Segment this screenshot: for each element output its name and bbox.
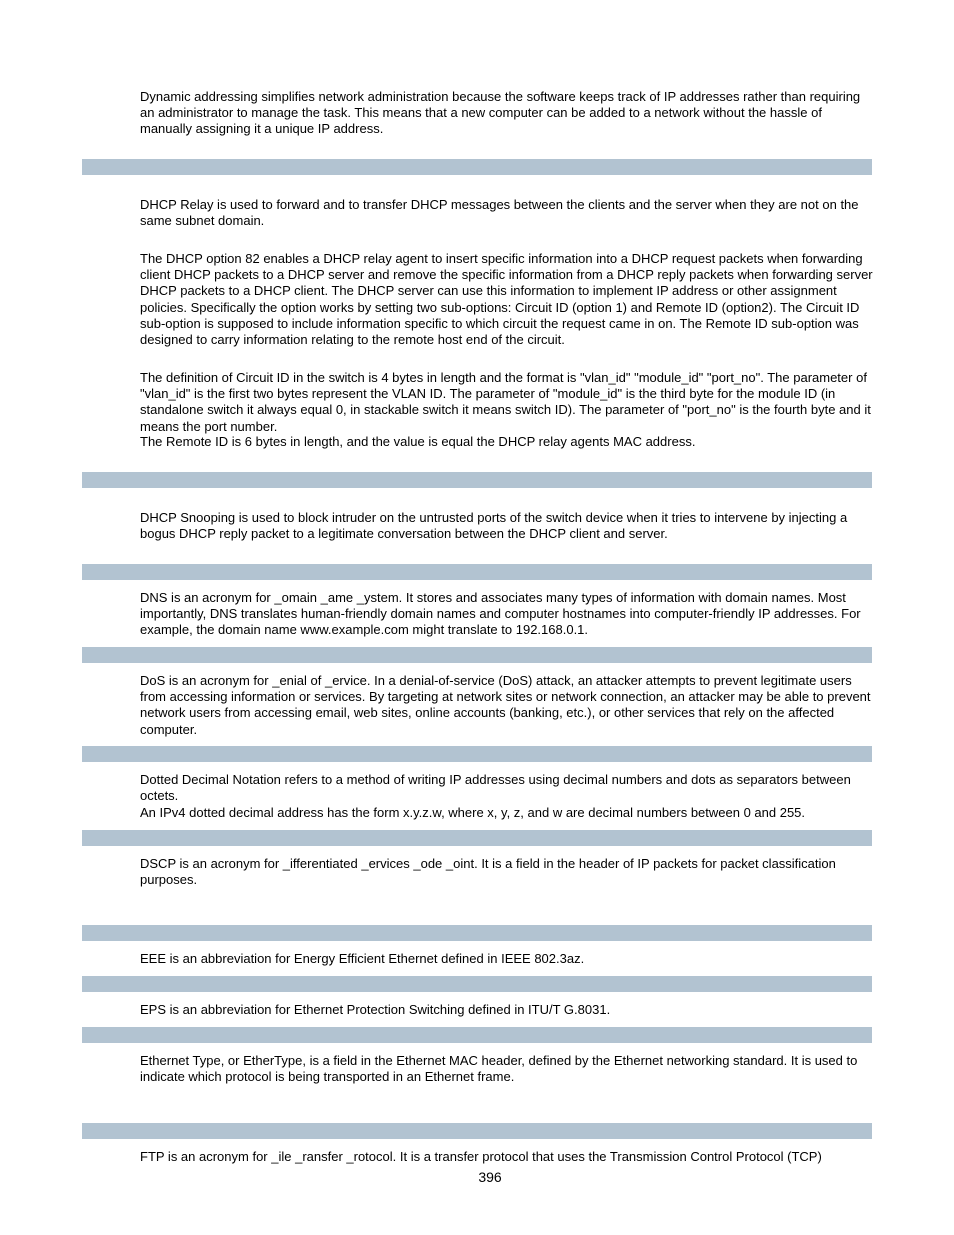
- section-bar-dns: [82, 564, 872, 580]
- section-bar-dhcp-relay: [82, 159, 872, 175]
- paragraph-dos: DoS is an acronym for _enial of _ervice. In a denial-of-service (DoS) attack, an attacker attempts to prevent legitimate users from accessing information or services. By targeting at network sites or network connection, an attacker may be able to prevent network users from accessing email, web sites, online accounts (banking, etc.), or other services that rely on the affected computer.: [140, 673, 871, 737]
- section-bar-dotted-decimal: [82, 746, 872, 762]
- paragraph-dhcp-snooping: DHCP Snooping is used to block intruder on the untrusted ports of the switch device when it tries to intervene by injecting a bogus DHCP reply packet to a legitimate conversation between the DHCP client and server.: [140, 510, 848, 542]
- paragraph-eps: EPS is an abbreviation for Ethernet Protection Switching defined in ITU/T G.8031.: [140, 1002, 611, 1017]
- paragraph-dhcp-relay-3b: The Remote ID is 6 bytes in length, and the value is equal the DHCP relay agents MAC address.: [140, 434, 696, 449]
- section-bar-ethertype: [82, 1027, 872, 1043]
- section-bar-dhcp-snooping: [82, 472, 872, 488]
- section-bar-dos: [82, 647, 872, 663]
- paragraph-eee: EEE is an abbreviation for Energy Efficient Ethernet defined in IEEE 802.3az.: [140, 951, 585, 966]
- paragraph-dns: DNS is an acronym for _omain _ame _ystem. It stores and associates many types of information with domain names. Most importantly, DNS translates human-friendly domain names and computer hostnames into computer-friendly IP addresses. For example, the domain name www.example.com might translate to 192.168.0.1.: [140, 590, 861, 638]
- paragraph-dhcp-relay-1: DHCP Relay is used to forward and to transfer DHCP messages between the clients and the server when they are not on the same subnet domain.: [140, 197, 859, 229]
- section-bar-eps: [82, 976, 872, 992]
- paragraph-dotted-decimal-1: Dotted Decimal Notation refers to a method of writing IP addresses using decimal numbers and dots as separators between octets.: [140, 772, 851, 804]
- paragraph-dotted-decimal-2: An IPv4 dotted decimal address has the form x.y.z.w, where x, y, z, and w are decimal numbers between 0 and 255.: [140, 805, 806, 820]
- paragraph-ethertype: Ethernet Type, or EtherType, is a field in the Ethernet MAC header, defined by the Ethernet networking standard. It is used to indicate which protocol is being transported in an Ethernet frame.: [140, 1053, 858, 1085]
- section-bar-ftp: [82, 1123, 872, 1139]
- paragraph-dhcp-relay-3a: The definition of Circuit ID in the switch is 4 bytes in length and the format is "vlan_id" "module_id" "port_no". The parameter of "vlan_id" is the first two bytes represent the VLAN ID. The parameter of "module_id" is the third byte for the module ID (in standalone switch it always equal 0, in stackable switch it means switch ID). The parameter of "port_no" is the fourth byte and it means the port number.: [140, 370, 871, 434]
- paragraph-ftp: FTP is an acronym for _ile _ransfer _rotocol. It is a transfer protocol that uses the Transmission Control Protocol (TCP): [140, 1149, 822, 1164]
- section-bar-dscp: [82, 830, 872, 846]
- paragraph-dynamic-addressing: Dynamic addressing simplifies network administration because the software keeps track of IP addresses rather than requiring an administrator to manage the task. This means that a new computer can be added to a network without the hassle of manually assigning it a unique IP address.: [140, 89, 861, 137]
- paragraph-dhcp-relay-2: The DHCP option 82 enables a DHCP relay agent to insert specific information into a DHCP request packets when forwarding client DHCP packets to a DHCP server and remove the specific information from a DHCP reply packets when forwarding server DHCP packets to a DHCP client. The DHCP server can use this information to implement IP address or other assignment policies. Specifically the option works by setting two sub-options: Circuit ID (option 1) and Remote ID (option2). The Circuit ID sub-option is supposed to include information specific to which circuit the request came in on. The Remote ID sub-option was designed to carry information relating to the remote host end of the circuit.: [140, 251, 873, 348]
- page-number: 396: [478, 1169, 502, 1185]
- paragraph-dscp: DSCP is an acronym for _ifferentiated _ervices _ode _oint. It is a field in the header of IP packets for packet classification purposes.: [140, 856, 836, 888]
- section-bar-eee: [82, 925, 872, 941]
